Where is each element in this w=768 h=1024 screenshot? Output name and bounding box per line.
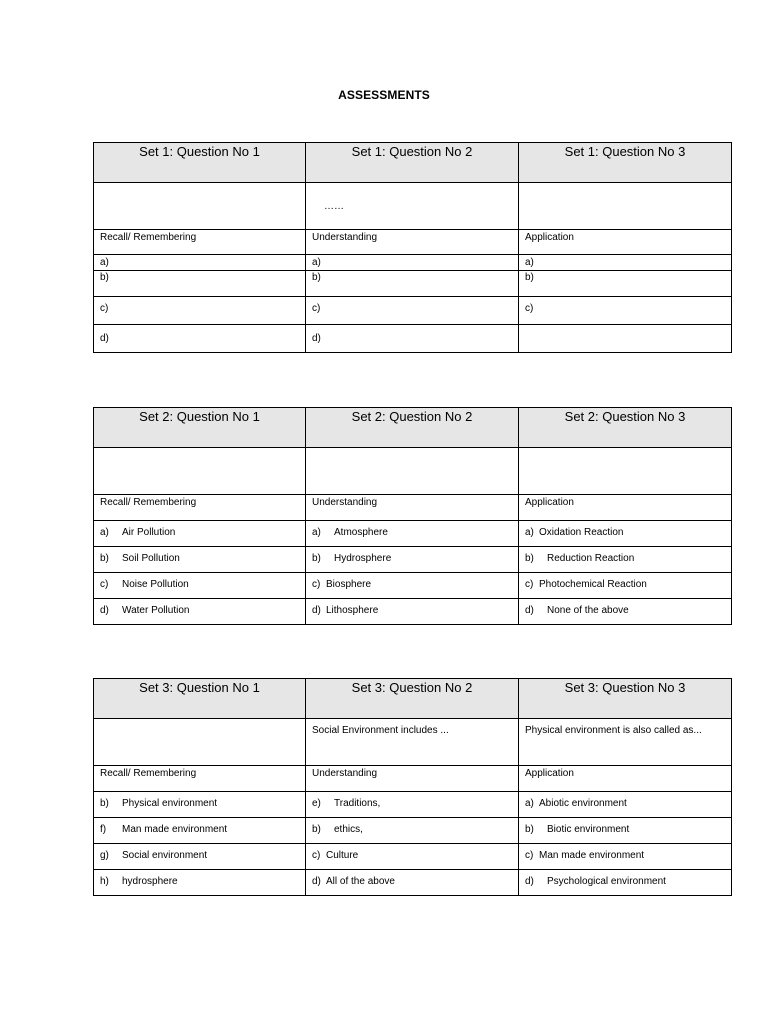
answer-option[interactable] (519, 599, 732, 625)
answer-option[interactable] (94, 521, 306, 547)
option-row (94, 599, 732, 625)
cognitive-level-label: Recall/ Remembering (94, 495, 306, 521)
question-header: Set 1: Question No 1 (94, 143, 306, 183)
answer-option[interactable] (519, 255, 732, 271)
option-text: Psychological environment (547, 876, 666, 887)
answer-option[interactable] (519, 325, 732, 353)
question-text[interactable] (306, 448, 519, 495)
option-row (94, 870, 732, 896)
answer-option[interactable] (306, 599, 519, 625)
option-text: hydrosphere (122, 876, 178, 887)
answer-option[interactable] (306, 547, 519, 573)
answer-option[interactable] (94, 573, 306, 599)
option-text: Photochemical Reaction (539, 579, 647, 590)
cognitive-level-label: Recall/ Remembering (94, 766, 306, 792)
option-row (94, 547, 732, 573)
option-letter: c) (312, 850, 321, 861)
option-row (94, 255, 732, 271)
option-letter: d) (100, 605, 109, 616)
option-letter: a) (525, 798, 534, 809)
option-text: All of the above (326, 876, 395, 887)
option-letter: a) (525, 527, 534, 538)
option-letter: d) (100, 333, 109, 344)
answer-option[interactable] (94, 792, 306, 818)
option-text: None of the above (547, 605, 629, 616)
option-letter: c) (312, 303, 321, 314)
option-text: Noise Pollution (122, 579, 189, 590)
question-text[interactable]: Social Environment includes ... (306, 719, 519, 766)
question-text[interactable]: Physical environment is also called as... (519, 719, 732, 766)
option-letter: a) (312, 257, 321, 268)
answer-option[interactable] (519, 271, 732, 297)
answer-option[interactable] (94, 547, 306, 573)
option-letter: a) (312, 527, 321, 538)
answer-option[interactable] (306, 325, 519, 353)
option-row (94, 818, 732, 844)
option-row (94, 271, 732, 297)
option-text: Hydrosphere (334, 553, 392, 564)
option-row (94, 297, 732, 325)
answer-option[interactable] (306, 818, 519, 844)
cognitive-level-label: Understanding (306, 495, 519, 521)
answer-option[interactable] (94, 599, 306, 625)
question-text[interactable]: …… (306, 183, 519, 230)
answer-option[interactable] (306, 255, 519, 271)
answer-option[interactable] (519, 818, 732, 844)
answer-option[interactable] (94, 297, 306, 325)
option-letter: a) (525, 257, 534, 268)
option-text: Water Pollution (122, 605, 190, 616)
answer-option[interactable] (519, 521, 732, 547)
question-text[interactable] (94, 183, 306, 230)
option-letter: c) (525, 850, 534, 861)
question-header: Set 3: Question No 3 (519, 679, 732, 719)
answer-option[interactable] (519, 297, 732, 325)
answer-option[interactable] (519, 547, 732, 573)
option-letter: b) (525, 272, 534, 283)
option-text: Social environment (122, 850, 208, 861)
option-letter: c) (525, 303, 534, 314)
option-letter: c) (312, 579, 321, 590)
answer-option[interactable] (306, 870, 519, 896)
option-letter: b) (312, 553, 321, 564)
question-header: Set 2: Question No 1 (94, 408, 306, 448)
option-letter: d) (312, 876, 321, 887)
answer-option[interactable] (519, 844, 732, 870)
option-text: ethics, (334, 824, 363, 835)
answer-option[interactable] (94, 844, 306, 870)
option-letter: d) (312, 605, 321, 616)
option-letter: g) (100, 850, 109, 861)
option-text: Soil Pollution (122, 553, 180, 564)
option-letter: f) (100, 824, 107, 835)
option-letter: b) (525, 553, 534, 564)
answer-option[interactable] (519, 573, 732, 599)
option-row (94, 792, 732, 818)
option-letter: c) (525, 579, 534, 590)
option-row (94, 325, 732, 353)
page-title: ASSESSMENTS (338, 88, 430, 102)
answer-option[interactable] (306, 521, 519, 547)
option-letter: a) (100, 527, 109, 538)
answer-option[interactable] (94, 325, 306, 353)
option-text: Abiotic environment (539, 798, 627, 809)
option-letter: b) (312, 824, 321, 835)
question-header: Set 1: Question No 2 (306, 143, 519, 183)
option-letter: b) (100, 272, 109, 283)
cognitive-level-label: Understanding (306, 230, 519, 255)
question-header: Set 3: Question No 1 (94, 679, 306, 719)
option-letter: b) (100, 553, 109, 564)
answer-option[interactable] (94, 870, 306, 896)
answer-option[interactable] (306, 573, 519, 599)
option-letter: c) (100, 579, 109, 590)
answer-option[interactable] (519, 870, 732, 896)
question-header: Set 3: Question No 2 (306, 679, 519, 719)
question-header: Set 1: Question No 3 (519, 143, 732, 183)
cognitive-level-label: Application (519, 230, 732, 255)
option-letter: b) (525, 824, 534, 835)
question-set-2-table (93, 407, 732, 625)
answer-option[interactable] (94, 271, 306, 297)
option-text: Man made environment (122, 824, 228, 835)
option-letter: e) (312, 798, 321, 809)
option-text: Oxidation Reaction (539, 527, 624, 538)
option-letter: a) (100, 257, 109, 268)
cognitive-level-label: Application (519, 766, 732, 792)
question-text[interactable] (94, 448, 306, 495)
option-text: Biotic environment (547, 824, 630, 835)
answer-option[interactable] (94, 818, 306, 844)
answer-option[interactable] (94, 255, 306, 271)
option-text: Man made environment (539, 850, 645, 861)
answer-option[interactable] (519, 792, 732, 818)
answer-option[interactable] (306, 844, 519, 870)
cognitive-level-label: Recall/ Remembering (94, 230, 306, 255)
option-letter: b) (100, 798, 109, 809)
question-header: Set 2: Question No 2 (306, 408, 519, 448)
cognitive-level-label: Understanding (306, 766, 519, 792)
option-row (94, 844, 732, 870)
cognitive-level-label: Application (519, 495, 732, 521)
option-row (94, 573, 732, 599)
option-text: Physical environment (122, 798, 218, 809)
question-header: Set 2: Question No 3 (519, 408, 732, 448)
option-text: Reduction Reaction (547, 553, 635, 564)
option-text: Atmosphere (334, 527, 388, 538)
option-letter: h) (100, 876, 109, 887)
question-set-3-table (93, 678, 732, 896)
option-row (94, 521, 732, 547)
answer-option[interactable] (306, 297, 519, 325)
option-letter: d) (312, 333, 321, 344)
option-text: Biosphere (326, 579, 372, 590)
option-letter: c) (100, 303, 109, 314)
answer-option[interactable] (306, 792, 519, 818)
question-text[interactable] (94, 719, 306, 766)
answer-option[interactable] (306, 271, 519, 297)
option-text: Culture (326, 850, 359, 861)
option-text: Air Pollution (122, 527, 176, 538)
question-set-1-table (93, 142, 732, 353)
option-letter: d) (525, 876, 534, 887)
option-text: Lithosphere (326, 605, 379, 616)
question-text[interactable] (519, 183, 732, 230)
option-text: Traditions, (334, 798, 381, 809)
question-text[interactable] (519, 448, 732, 495)
option-letter: d) (525, 605, 534, 616)
option-letter: b) (312, 272, 321, 283)
